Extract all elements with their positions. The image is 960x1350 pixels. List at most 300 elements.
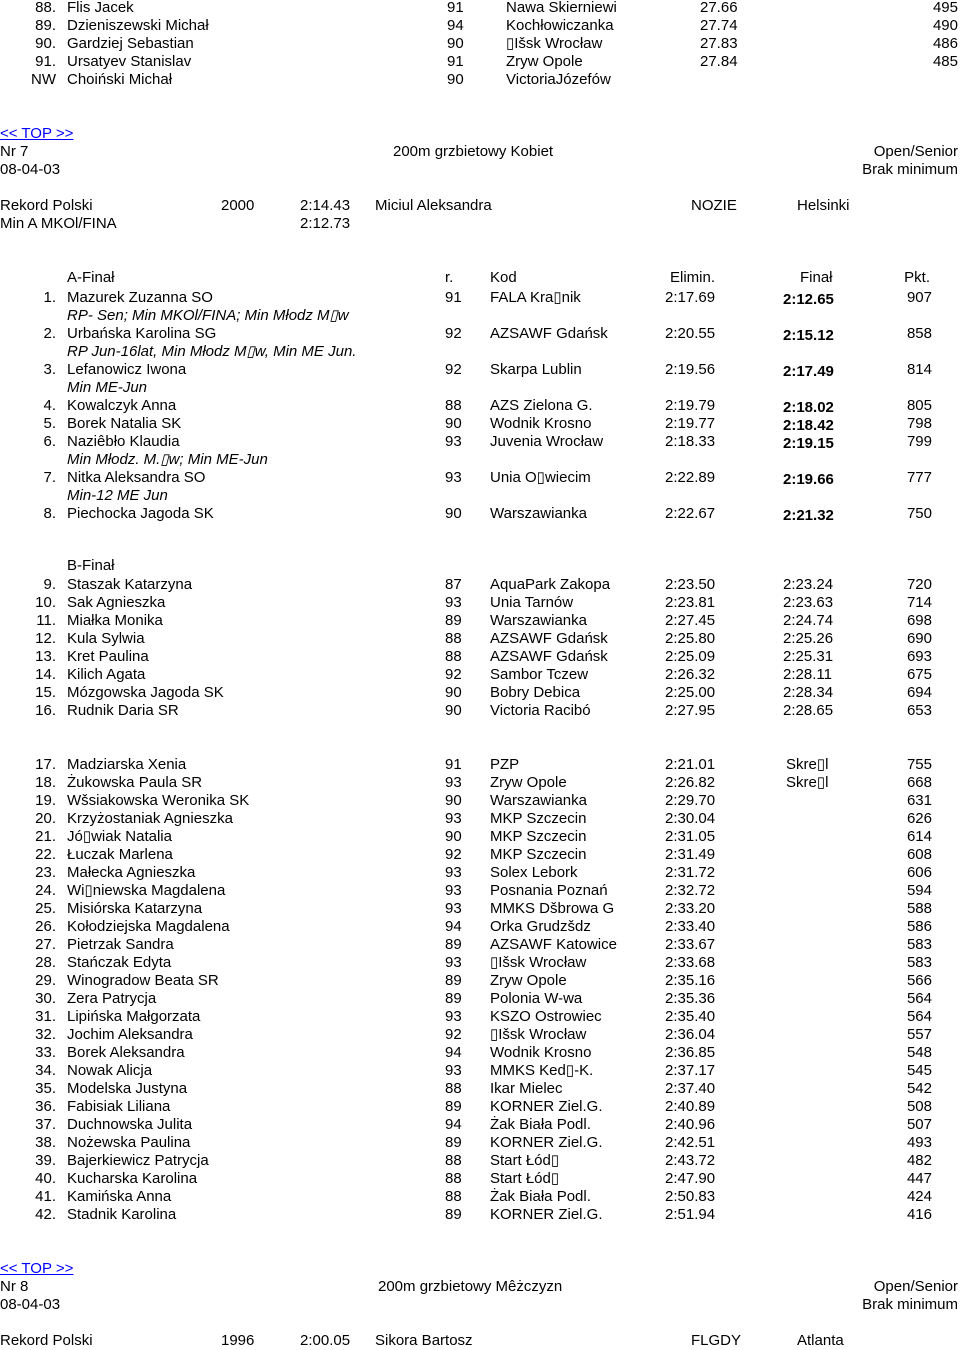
record-place: Helsinki: [797, 197, 850, 214]
place-number: 26.: [35, 918, 56, 935]
place-number: 29.: [35, 972, 56, 989]
place-number: 34.: [35, 1062, 56, 1079]
birth-year: 91: [445, 289, 462, 306]
top-link-2[interactable]: << TOP >>: [0, 1260, 74, 1277]
heat-time: 2:31.72: [665, 864, 716, 881]
heat-time: 2:25.09: [665, 648, 716, 665]
birth-year: 93: [445, 810, 462, 827]
place-number: 36.: [35, 1098, 56, 1115]
event-minimum: Brak minimum: [862, 161, 958, 178]
points: 486: [932, 35, 958, 52]
final-time: 2:23.24: [783, 576, 834, 593]
swimmer-name: Łuczak Marlena: [67, 846, 173, 863]
points: 694: [906, 684, 932, 701]
club-name: Warszawianka: [490, 505, 587, 522]
bfinal-label: B-Finał: [67, 557, 115, 574]
club-name: ▯Išsk Wrocław: [490, 954, 587, 971]
swimmer-name: Modelska Justyna: [67, 1080, 188, 1097]
birth-year: 94: [447, 17, 464, 34]
club-name: MKP Szczecin: [490, 828, 587, 845]
birth-year: 92: [445, 325, 462, 342]
club-name: AquaPark Zakopa: [490, 576, 611, 593]
place-number: 38.: [35, 1134, 56, 1151]
swimmer-name: Ursatyev Stanislav: [67, 53, 192, 70]
swimmer-name: Winogradow Beata SR: [67, 972, 219, 989]
place-number: 23.: [35, 864, 56, 881]
swimmer-name: Jochim Aleksandra: [67, 1026, 193, 1043]
top-link[interactable]: << TOP >>: [0, 125, 74, 142]
club-name: MMKS Ked▯-K.: [490, 1062, 594, 1079]
place-number: 90.: [35, 35, 56, 52]
place-number: 88.: [35, 0, 56, 16]
points: 583: [906, 936, 932, 953]
record-time: 2:14.43: [300, 197, 351, 214]
event-category: Open/Senior: [873, 143, 958, 160]
heat-time: 2:30.04: [665, 810, 716, 827]
birth-year: 94: [445, 918, 462, 935]
heat-time: 2:22.67: [665, 505, 716, 522]
birth-year: 93: [445, 954, 462, 971]
place-number: 39.: [35, 1152, 56, 1169]
swimmer-name: Nitka Aleksandra SO: [67, 469, 206, 486]
points: 482: [906, 1152, 932, 1169]
points: 798: [906, 415, 932, 432]
heat-time: 2:31.05: [665, 828, 716, 845]
result-note: [0, 379, 960, 397]
birth-year: 92: [445, 666, 462, 683]
birth-year: 89: [445, 990, 462, 1007]
place-number: NW: [31, 71, 56, 88]
final-status: Skre▯l: [786, 756, 829, 773]
heat-time: 2:25.80: [665, 630, 716, 647]
swimmer-name: Miałka Monika: [67, 612, 163, 629]
club-name: Orka Grudzšdz: [490, 918, 591, 935]
table-row: [0, 53, 960, 71]
birth-year: 93: [445, 469, 462, 486]
result-note: [0, 343, 960, 361]
table-row: [0, 433, 960, 451]
club-name: Żak Biała Podl.: [490, 1188, 591, 1205]
swimmer-name: Pietrzak Sandra: [67, 936, 174, 953]
swimmer-name: Duchnowska Julita: [67, 1116, 193, 1133]
table-row: [0, 630, 960, 648]
table-row: [0, 900, 960, 918]
heat-time: 2:35.36: [665, 990, 716, 1007]
points: 588: [906, 900, 932, 917]
table-row: [0, 846, 960, 864]
heat-time: 2:32.72: [665, 882, 716, 899]
event-number-2: Nr 8: [0, 1278, 29, 1295]
table-row: [0, 990, 960, 1008]
table-row: [0, 1080, 960, 1098]
club-name: KORNER Ziel.G.: [490, 1098, 603, 1115]
final-time: 2:24.74: [783, 612, 834, 629]
table-row: [0, 810, 960, 828]
table-row: [0, 505, 960, 523]
club-name: Kochłowiczanka: [506, 17, 614, 34]
final-time: 2:18.42: [783, 417, 834, 434]
final-time: 2:28.11: [783, 666, 832, 683]
birth-year: 92: [445, 361, 462, 378]
record-year-2: 1996: [221, 1332, 255, 1349]
points: 907: [906, 289, 932, 306]
table-row: [0, 1044, 960, 1062]
col-club: Kod: [490, 269, 517, 286]
table-row: [0, 972, 960, 990]
swimmer-name: Piechocka Jagoda SK: [67, 505, 214, 522]
place-number: 35.: [35, 1080, 56, 1097]
swimmer-name: Kucharska Karolina: [67, 1170, 198, 1187]
swimmer-name: Lefanowicz Iwona: [67, 361, 187, 378]
heat-time: 2:29.70: [665, 792, 716, 809]
table-row: [0, 1098, 960, 1116]
table-row: [0, 415, 960, 433]
final-time: 2:18.02: [783, 399, 834, 416]
points: 608: [906, 846, 932, 863]
swimmer-name: Stadnik Karolina: [67, 1206, 177, 1223]
birth-year: 88: [445, 1170, 462, 1187]
heat-time: 2:51.94: [665, 1206, 716, 1223]
points: 693: [906, 648, 932, 665]
final-time: 2:25.26: [783, 630, 834, 647]
swimmer-name: Mazurek Zuzanna SO: [67, 289, 213, 306]
club-name: Bobry Debica: [490, 684, 581, 701]
heat-time: 2:26.82: [665, 774, 716, 791]
swimmer-name: Rudnik Daria SR: [67, 702, 179, 719]
place-number: 14.: [35, 666, 56, 683]
place-number: 37.: [35, 1116, 56, 1133]
swimmer-name: Lipińska Małgorzata: [67, 1008, 201, 1025]
afinal-header: [0, 269, 960, 287]
record-time-2: 2:00.05: [300, 1332, 351, 1349]
swimmer-name: Kilich Agata: [67, 666, 146, 683]
place-number: 2.: [43, 325, 56, 342]
result-time: 27.83: [700, 35, 738, 52]
swimmer-name: Flis Jacek: [67, 0, 134, 16]
place-number: 25.: [35, 900, 56, 917]
birth-year: 89: [445, 972, 462, 989]
heat-time: 2:27.45: [665, 612, 716, 629]
club-name: Sambor Tczew: [490, 666, 589, 683]
club-name: VictoriaJózefów: [506, 71, 611, 88]
club-name: Posnania Poznań: [490, 882, 608, 899]
club-name: Start Łód▯: [490, 1152, 560, 1169]
heat-time: 2:33.20: [665, 900, 716, 917]
points: 424: [906, 1188, 932, 1205]
table-row: [0, 756, 960, 774]
table-row: [0, 576, 960, 594]
heat-time: 2:27.95: [665, 702, 716, 719]
swimmer-name: Kamińska Anna: [67, 1188, 172, 1205]
birth-year: 93: [445, 594, 462, 611]
heat-time: 2:42.51: [665, 1134, 716, 1151]
swimmer-name: Wi▯niewska Magdalena: [67, 882, 226, 899]
col-elim: Elimin.: [670, 269, 716, 286]
heat-time: 2:19.56: [665, 361, 716, 378]
birth-year: 90: [445, 792, 462, 809]
record-club-2: FLGDY: [691, 1332, 742, 1349]
points: 626: [906, 810, 932, 827]
points: 675: [906, 666, 932, 683]
swimmer-name: Nowak Alicja: [67, 1062, 153, 1079]
final-time: 2:28.65: [783, 702, 834, 719]
heat-time: 2:18.33: [665, 433, 716, 450]
table-row: [0, 1026, 960, 1044]
heat-time: 2:23.81: [665, 594, 716, 611]
swimmer-name: Kowalczyk Anna: [67, 397, 177, 414]
points: 583: [906, 954, 932, 971]
club-name: MKP Szczecin: [490, 846, 587, 863]
record-label-2: Rekord Polski: [0, 1332, 93, 1349]
note-text: Min Młodz. M.▯w; Min ME-Jun: [67, 451, 268, 468]
heat-time: 2:37.40: [665, 1080, 716, 1097]
birth-year: 90: [445, 702, 462, 719]
birth-year: 92: [445, 1026, 462, 1043]
club-name: Nawa Skierniewi: [506, 0, 617, 16]
points: 614: [906, 828, 932, 845]
heat-time: 2:17.69: [665, 289, 716, 306]
heat-time: 2:36.85: [665, 1044, 716, 1061]
club-name: Wodnik Krosno: [490, 1044, 592, 1061]
club-name: KORNER Ziel.G.: [490, 1134, 603, 1151]
final-time: 2:28.34: [783, 684, 834, 701]
place-number: 13.: [35, 648, 56, 665]
table-row: [0, 1170, 960, 1188]
points: 447: [906, 1170, 932, 1187]
heat-time: 2:43.72: [665, 1152, 716, 1169]
table-row: [0, 594, 960, 612]
place-number: 32.: [35, 1026, 56, 1043]
club-name: PZP: [490, 756, 520, 773]
birth-year: 93: [445, 1008, 462, 1025]
minimum-label: Min A MKOl/FINA: [0, 215, 117, 232]
points: 805: [906, 397, 932, 414]
swimmer-name: Madziarska Xenia: [67, 756, 187, 773]
swimmer-name: Naziêbło Klaudia: [67, 433, 180, 450]
swimmer-name: Kret Paulina: [67, 648, 149, 665]
heat-time: 2:47.90: [665, 1170, 716, 1187]
birth-year: 91: [447, 0, 464, 16]
table-row: [0, 1206, 960, 1224]
points: 653: [906, 702, 932, 719]
points: 594: [906, 882, 932, 899]
birth-year: 89: [445, 1098, 462, 1115]
club-name: MMKS Dšbrowa G: [490, 900, 615, 917]
club-name: Warszawianka: [490, 612, 587, 629]
note-text: Min-12 ME Jun: [67, 487, 168, 504]
event-title: 200m grzbietowy Kobiet: [393, 143, 554, 160]
place-number: 15.: [35, 684, 56, 701]
result-note: [0, 307, 960, 325]
birth-year: 88: [445, 397, 462, 414]
final-time: 2:12.65: [783, 291, 834, 308]
swimmer-name: Bajerkiewicz Patrycja: [67, 1152, 209, 1169]
table-row: [0, 1008, 960, 1026]
table-row: [0, 648, 960, 666]
birth-year: 93: [445, 774, 462, 791]
event-date-2: 08-04-03: [0, 1296, 61, 1313]
birth-year: 94: [445, 1044, 462, 1061]
birth-year: 91: [445, 756, 462, 773]
table-row: [0, 882, 960, 900]
points: 564: [906, 990, 932, 1007]
birth-year: 88: [445, 630, 462, 647]
club-name: AZSAWF Gdańsk: [490, 630, 608, 647]
place-number: 18.: [35, 774, 56, 791]
place-number: 20.: [35, 810, 56, 827]
swimmer-name: Kołodziejska Magdalena: [67, 918, 230, 935]
points: 698: [906, 612, 932, 629]
minimum-time: 2:12.73: [300, 215, 351, 232]
birth-year: 88: [445, 1188, 462, 1205]
points: 714: [906, 594, 932, 611]
club-name: KSZO Ostrowiec: [490, 1008, 602, 1025]
points: 564: [906, 1008, 932, 1025]
place-number: 3.: [43, 361, 56, 378]
swimmer-name: Borek Natalia SK: [67, 415, 182, 432]
table-row: [0, 954, 960, 972]
points: 545: [906, 1062, 932, 1079]
final-time: 2:25.31: [783, 648, 834, 665]
table-row: [0, 0, 960, 17]
final-time: 2:23.63: [783, 594, 834, 611]
birth-year: 90: [445, 684, 462, 701]
birth-year: 93: [445, 900, 462, 917]
birth-year: 93: [445, 882, 462, 899]
swimmer-name: Krzyżostaniak Agnieszka: [67, 810, 233, 827]
result-time: 27.84: [700, 53, 738, 70]
swimmer-name: Żukowska Paula SR: [67, 774, 203, 791]
points: 490: [932, 17, 958, 34]
birth-year: 90: [445, 828, 462, 845]
place-number: 16.: [35, 702, 56, 719]
place-number: 27.: [35, 936, 56, 953]
table-row: [0, 397, 960, 415]
points: 586: [906, 918, 932, 935]
swimmer-name: Jó▯wiak Natalia: [67, 828, 172, 845]
club-name: Victoria Racibó: [490, 702, 591, 719]
birth-year: 90: [445, 415, 462, 432]
points: 668: [906, 774, 932, 791]
table-row: [0, 325, 960, 343]
table-row: [0, 1134, 960, 1152]
points: 485: [932, 53, 958, 70]
birth-year: 90: [445, 505, 462, 522]
points: 631: [906, 792, 932, 809]
swimmer-name: Misiórska Katarzyna: [67, 900, 203, 917]
club-name: FALA Kra▯nik: [490, 289, 581, 306]
heat-time: 2:19.79: [665, 397, 716, 414]
heat-time: 2:33.67: [665, 936, 716, 953]
heat-time: 2:40.89: [665, 1098, 716, 1115]
heat-time: 2:23.50: [665, 576, 716, 593]
table-row: [0, 1188, 960, 1206]
swimmer-name: Kula Sylwia: [67, 630, 145, 647]
event-minimum-2: Brak minimum: [862, 1296, 958, 1313]
club-name: Żak Biała Podl.: [490, 1116, 591, 1133]
place-number: 91.: [35, 53, 56, 70]
club-name: Zryw Opole: [506, 53, 583, 70]
birth-year: 93: [445, 864, 462, 881]
club-name: ▯Išsk Wrocław: [490, 1026, 587, 1043]
table-row: [0, 1062, 960, 1080]
table-row: [0, 828, 960, 846]
swimmer-name: Zera Patrycja: [67, 990, 157, 1007]
points: 799: [906, 433, 932, 450]
final-time: 2:17.49: [783, 363, 834, 380]
final-time: 2:21.32: [783, 507, 834, 524]
birth-year: 90: [447, 71, 464, 88]
table-row: [0, 702, 960, 720]
swimmer-name: Małecka Agnieszka: [67, 864, 196, 881]
birth-year: 88: [445, 1152, 462, 1169]
birth-year: 90: [447, 35, 464, 52]
col-final: Finał: [800, 269, 833, 286]
place-number: 11.: [36, 612, 56, 629]
points: 557: [906, 1026, 932, 1043]
record-place-2: Atlanta: [797, 1332, 844, 1349]
place-number: 22.: [35, 846, 56, 863]
swimmer-name: Mózgowska Jagoda SK: [67, 684, 224, 701]
club-name: AZSAWF Katowice: [490, 936, 617, 953]
points: 566: [906, 972, 932, 989]
event-number: Nr 7: [0, 143, 29, 160]
club-name: MKP Szczecin: [490, 810, 587, 827]
note-text: RP Jun-16lat, Min Młodz M▯w, Min ME Jun.: [67, 343, 357, 360]
table-row: [0, 612, 960, 630]
swimmer-name: Borek Aleksandra: [67, 1044, 185, 1061]
place-number: 17.: [35, 756, 56, 773]
swimmer-name: Sak Agnieszka: [67, 594, 166, 611]
points: 750: [906, 505, 932, 522]
club-name: ▯Išsk Wrocław: [506, 35, 603, 52]
place-number: 41.: [35, 1188, 56, 1205]
club-name: Zryw Opole: [490, 972, 567, 989]
birth-year: 93: [445, 433, 462, 450]
table-row: [0, 469, 960, 487]
club-name: Juvenia Wrocław: [490, 433, 604, 450]
event-category-2: Open/Senior: [873, 1278, 958, 1295]
club-name: Skarpa Lublin: [490, 361, 582, 378]
points: 507: [906, 1116, 932, 1133]
birth-year: 87: [445, 576, 462, 593]
result-time: 27.66: [700, 0, 738, 16]
final-time: 2:15.12: [783, 327, 834, 344]
birth-year: 88: [445, 648, 462, 665]
heat-time: 2:40.96: [665, 1116, 716, 1133]
note-text: RP- Sen; Min MKOl/FINA; Min Młodz M▯w: [67, 307, 349, 324]
final-time: 2:19.66: [783, 471, 834, 488]
heat-time: 2:19.77: [665, 415, 716, 432]
heat-time: 2:22.89: [665, 469, 716, 486]
swimmer-name: Staszak Katarzyna: [67, 576, 193, 593]
heat-time: 2:21.01: [665, 756, 716, 773]
place-number: 10.: [35, 594, 56, 611]
points: 755: [906, 756, 932, 773]
swimmer-name: Fabisiak Liliana: [67, 1098, 171, 1115]
club-name: KORNER Ziel.G.: [490, 1206, 603, 1223]
heat-time: 2:33.68: [665, 954, 716, 971]
club-name: AZSAWF Gdańsk: [490, 325, 608, 342]
place-number: 21.: [35, 828, 56, 845]
result-note: [0, 487, 960, 505]
place-number: 31.: [35, 1008, 56, 1025]
table-row: [0, 936, 960, 954]
result-time: 27.74: [700, 17, 738, 34]
place-number: 40.: [35, 1170, 56, 1187]
table-row: [0, 361, 960, 379]
swimmer-name: Stańczak Edyta: [67, 954, 172, 971]
